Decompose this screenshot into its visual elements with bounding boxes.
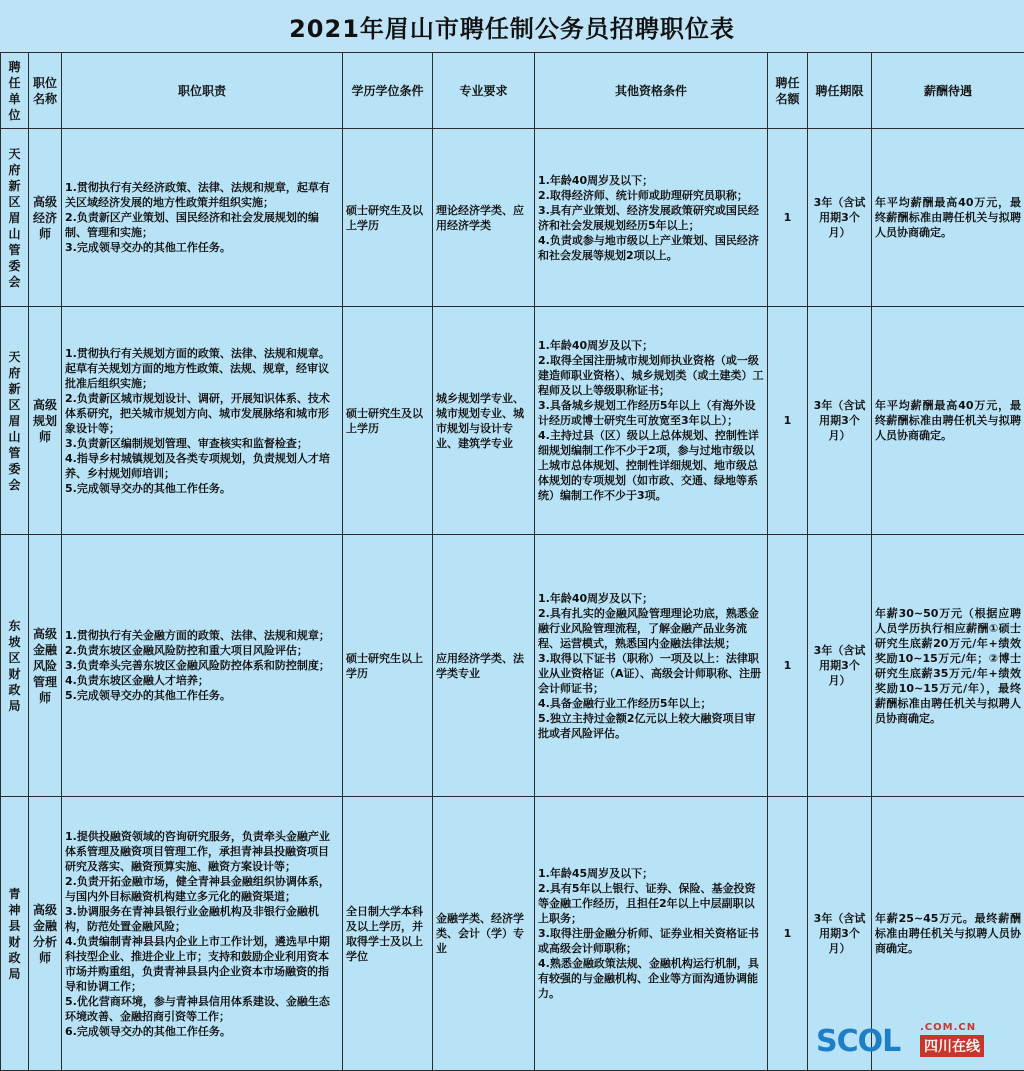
header-education: 学历学位条件 xyxy=(343,53,433,129)
unit-cell: 天府新区眉山管委会 xyxy=(1,129,29,307)
duty-item: 6.完成领导交办的其他工作任务。 xyxy=(65,1024,339,1039)
header-unit: 聘任单位 xyxy=(1,53,29,129)
condition-item: 3.具有产业策划、经济发展政策研究或国民经济和社会发展规划经历5年以上； xyxy=(538,203,764,233)
duty-item: 5.完成领导交办的其他工作任务。 xyxy=(65,481,339,496)
condition-item: 1.年龄45周岁及以下； xyxy=(538,866,764,881)
duty-item: 1.贯彻执行有关金融方面的政策、法律、法规和规章； xyxy=(65,628,339,643)
unit-cell: 天府新区眉山管委会 xyxy=(1,307,29,535)
condition-item: 4.主持过县（区）级以上总体规划、控制性详细规划编制工作不少于2项，参与过地市级以上城市总体规划、控制性详细规划、地市级总体规划的专项规划（如市政、交通、绿地等系统）编制工作不少于3项。 xyxy=(538,428,764,503)
duty-item: 2.负责新区产业策划、国民经济和社会发展规划的编制、管理和实施； xyxy=(65,210,339,240)
salary-cell: 年平均薪酬最高40万元，最终薪酬标准由聘任机关与拟聘人员协商确定。 xyxy=(872,307,1024,535)
header-row xyxy=(1,53,1024,129)
major-cell: 城乡规划学专业、城市规划专业、城市规划与设计专业、建筑学专业 xyxy=(433,307,535,535)
duty-item: 4.负责编制青神县县内企业上市工作计划，遴选早中期科技型企业、推进企业上市；支持和鼓励企业利用资本市场并购重组，负责青神县县内企业资本市场融资的指导和协调工作； xyxy=(65,934,339,994)
duty-item: 4.指导乡村城镇规划及各类专项规划，负责规划人才培养、乡村规划师培训； xyxy=(65,451,339,481)
position-cell: 高级金融分析师 xyxy=(29,797,62,1071)
table-row xyxy=(1,129,1024,307)
duty-item: 1.贯彻执行有关规划方面的政策、法律、法规和规章。起草有关规划方面的地方性政策、法规、规章，经审议批准后组织实施； xyxy=(65,346,339,391)
duty-item: 3.完成领导交办的其他工作任务。 xyxy=(65,240,339,255)
table-row xyxy=(1,307,1024,535)
education-cell: 硕士研究生及以上学历 xyxy=(343,129,433,307)
condition-item: 4.负责或参与地市级以上产业策划、国民经济和社会发展等规划2项以上。 xyxy=(538,233,764,263)
education-cell: 硕士研究生以上学历 xyxy=(343,535,433,797)
condition-item: 2.取得经济师、统计师或助理研究员职称； xyxy=(538,188,764,203)
salary-cell: 年薪25~45万元。最终薪酬标准由聘任机关与拟聘人员协商确定。 xyxy=(872,797,1024,1071)
term-cell: 3年（含试用期3个月） xyxy=(808,797,872,1071)
condition-item: 4.具备金融行业工作经历5年以上； xyxy=(538,696,764,711)
condition-item: 2.具有5年以上银行、证券、保险、基金投资等金融工作经历，且担任2年以上中层副职以上职务； xyxy=(538,881,764,926)
scol-watermark-logo xyxy=(816,1020,1016,1060)
header-other: 其他资格条件 xyxy=(535,53,768,129)
duty-item: 2.负责新区城市规划设计、调研，开展知识体系、技术体系研究，把关城市规划方向、城市发展脉络和城市形象设计等； xyxy=(65,391,339,436)
condition-item: 2.具有扎实的金融风险管理理论功底，熟悉金融行业风险管理流程，了解金融产品业务流程、运营模式，熟悉国内金融法律法规； xyxy=(538,606,764,651)
position-cell: 高级金融风险管理师 xyxy=(29,535,62,797)
condition-item: 5.独立主持过金额2亿元以上较大融资项目审批或者风险评估。 xyxy=(538,711,764,741)
recruitment-table xyxy=(0,52,1024,1071)
quota-cell: 1 xyxy=(768,129,808,307)
duty-item: 5.完成领导交办的其他工作任务。 xyxy=(65,688,339,703)
header-term: 聘任期限 xyxy=(808,53,872,129)
duty-item: 2.负责开拓金融市场，健全青神县金融组织协调体系，与国内外目标融资机构建立多元化的融资渠道； xyxy=(65,874,339,904)
education-cell: 全日制大学本科及以上学历，并取得学士及以上学位 xyxy=(343,797,433,1071)
term-cell: 3年（含试用期3个月） xyxy=(808,129,872,307)
header-position: 职位名称 xyxy=(29,53,62,129)
duty-item: 3.协调服务在青神县银行业金融机构及非银行金融机构，防范处置金融风险； xyxy=(65,904,339,934)
duty-item: 1.提供投融资领域的咨询研究服务，负责牵头金融产业体系管理及融资项目管理工作，承担青神县投融资项目研究及落实、融资预算实施、融资方案设计等； xyxy=(65,829,339,874)
condition-item: 1.年龄40周岁及以下； xyxy=(538,173,764,188)
duty-item: 1.贯彻执行有关经济政策、法律、法规和规章，起草有关区域经济发展的地方性政策并组织实施； xyxy=(65,180,339,210)
condition-item: 3.取得以下证书（职称）一项及以上：法律职业从业资格证（A证）、高级会计师职称、注册会计师证书； xyxy=(538,651,764,696)
duties-cell xyxy=(62,307,343,535)
scol-brand-text: 四川在线 xyxy=(920,1035,984,1057)
page-title: 2021年眉山市聘任制公务员招聘职位表 xyxy=(0,0,1024,54)
condition-item: 1.年龄40周岁及以下； xyxy=(538,338,764,353)
condition-item: 3.具备城乡规划工作经历5年以上（有海外设计经历或博士研究生可放宽至3年以上）； xyxy=(538,398,764,428)
quota-cell: 1 xyxy=(768,535,808,797)
unit-cell: 青神县财政局 xyxy=(1,797,29,1071)
term-cell: 3年（含试用期3个月） xyxy=(808,535,872,797)
table-row xyxy=(1,535,1024,797)
duties-cell xyxy=(62,797,343,1071)
header-major: 专业要求 xyxy=(433,53,535,129)
major-cell: 金融学类、经济学类、会计（学）专业 xyxy=(433,797,535,1071)
duties-cell xyxy=(62,535,343,797)
duty-item: 3.负责牵头完善东坡区金融风险防控体系和防控制度； xyxy=(65,658,339,673)
salary-cell: 年薪30~50万元（根据应聘人员学历执行相应薪酬①硕士研究生底薪20万元/年+绩效奖励10~15万元/年；②博士研究生底薪35万元/年+绩效奖励10~15万元/年），最终薪酬标准由聘任机关与拟聘人员协商确定。 xyxy=(872,535,1024,797)
education-cell: 硕士研究生及以上学历 xyxy=(343,307,433,535)
condition-item: 1.年龄40周岁及以下； xyxy=(538,591,764,606)
position-cell: 高级规划师 xyxy=(29,307,62,535)
other-cell xyxy=(535,307,768,535)
header-duties: 职位职责 xyxy=(62,53,343,129)
duty-item: 5.优化营商环境，参与青神县信用体系建设、金融生态环境改善、金融招商引资等工作； xyxy=(65,994,339,1024)
term-cell: 3年（含试用期3个月） xyxy=(808,307,872,535)
condition-item: 4.熟悉金融政策法规、金融机构运行机制，具有较强的与金融机构、企业等方面沟通协调能力。 xyxy=(538,956,764,1001)
other-cell xyxy=(535,535,768,797)
other-cell xyxy=(535,797,768,1071)
duty-item: 2.负责东坡区金融风险防控和重大项目风险评估； xyxy=(65,643,339,658)
duties-cell xyxy=(62,129,343,307)
quota-cell: 1 xyxy=(768,797,808,1071)
major-cell: 理论经济学类、应用经济学类 xyxy=(433,129,535,307)
major-cell: 应用经济学类、法学类专业 xyxy=(433,535,535,797)
scol-domain-text: .COM.CN xyxy=(920,1022,976,1033)
header-quota: 聘任名额 xyxy=(768,53,808,129)
duty-item: 4.负责东坡区金融人才培养； xyxy=(65,673,339,688)
scol-logo-text: SCOL xyxy=(816,1024,900,1059)
salary-cell: 年平均薪酬最高40万元，最终薪酬标准由聘任机关与拟聘人员协商确定。 xyxy=(872,129,1024,307)
quota-cell: 1 xyxy=(768,307,808,535)
other-cell xyxy=(535,129,768,307)
duty-item: 3.负责新区编制规划管理、审查核实和监督检查； xyxy=(65,436,339,451)
header-salary: 薪酬待遇 xyxy=(872,53,1024,129)
condition-item: 3.取得注册金融分析师、证券业相关资格证书或高级会计师职称； xyxy=(538,926,764,956)
position-cell: 高级经济师 xyxy=(29,129,62,307)
condition-item: 2.取得全国注册城市规划师执业资格（或一级建造师职业资格）、城乡规划类（或土建类）工程师及以上等级职称证书； xyxy=(538,353,764,398)
unit-cell: 东坡区财政局 xyxy=(1,535,29,797)
